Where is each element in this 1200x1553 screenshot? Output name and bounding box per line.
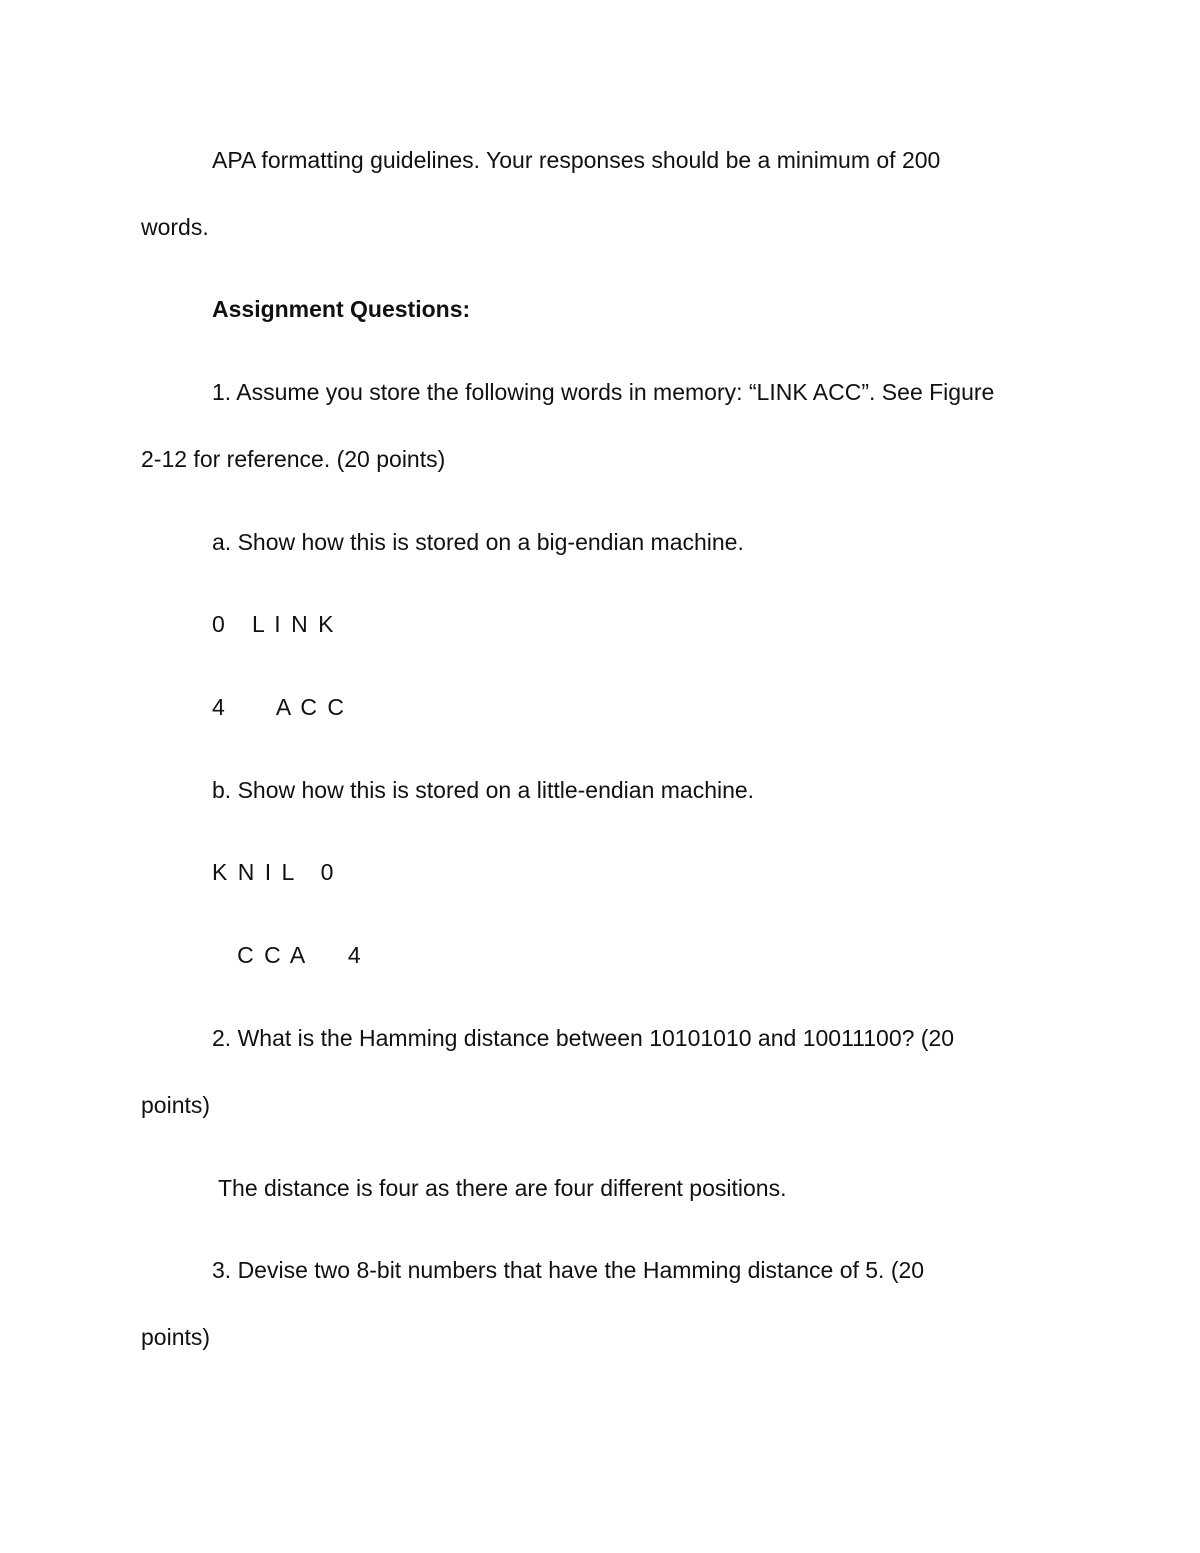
question-1-line2: 2-12 for reference. (20 points)	[141, 446, 446, 472]
question-3-line1: 3. Devise two 8-bit numbers that have the Hamming distance of 5. (20	[212, 1257, 925, 1283]
question-1b: b. Show how this is stored on a little-endian machine.	[212, 777, 755, 803]
question-1-line1: 1. Assume you store the following words in memory: “LINK ACC”. See Figure	[212, 379, 995, 405]
big-endian-row-2: 4 A C C	[212, 694, 346, 720]
big-endian-row-1: 0 L I N K	[212, 611, 336, 637]
little-endian-row-2: C C A 4	[212, 942, 363, 968]
little-endian-row-1: K N I L 0	[212, 859, 336, 885]
paragraph-apa-line1: APA formatting guidelines. Your responses should be a minimum of 200	[212, 147, 941, 173]
question-1a: a. Show how this is stored on a big-endian machine.	[212, 529, 744, 555]
question-2-answer: The distance is four as there are four different positions.	[212, 1175, 787, 1201]
assignment-questions-heading: Assignment Questions:	[212, 296, 471, 322]
question-3-line2: points)	[141, 1324, 211, 1350]
question-2-line2: points)	[141, 1092, 211, 1118]
paragraph-apa-line2: words.	[141, 214, 209, 240]
question-2-line1: 2. What is the Hamming distance between 10101010 and 10011100? (20	[212, 1025, 955, 1051]
